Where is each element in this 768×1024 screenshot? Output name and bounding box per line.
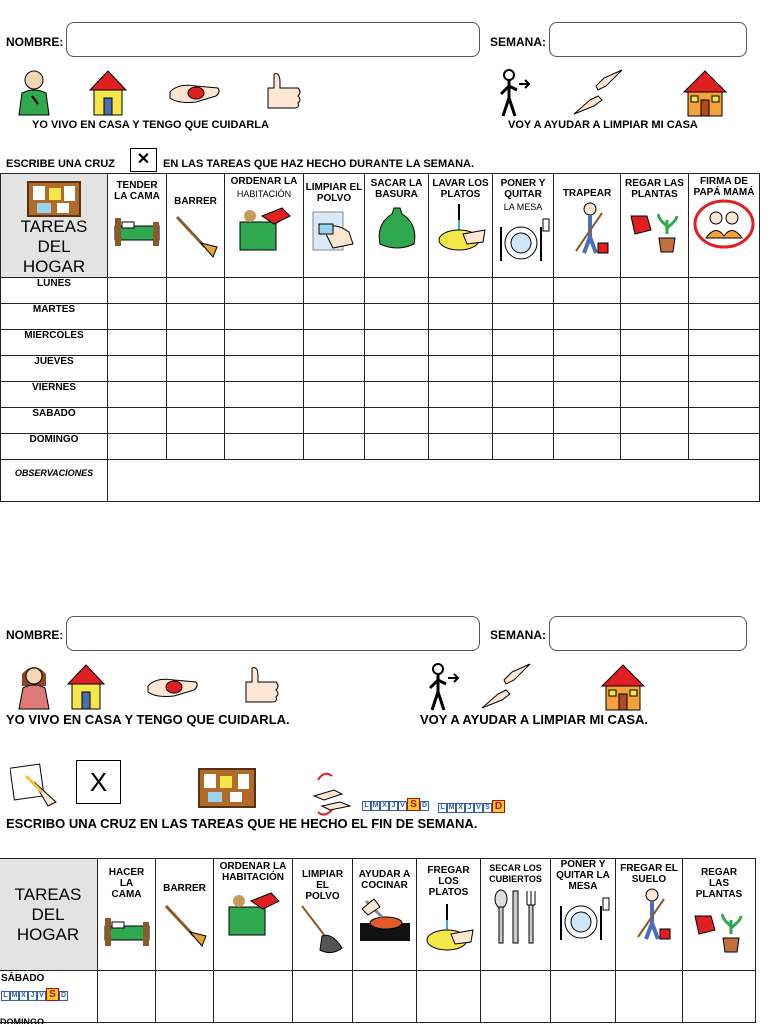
check-cell[interactable] — [225, 434, 304, 460]
check-cell[interactable] — [365, 330, 429, 356]
helping-hands-icon — [570, 66, 626, 118]
check-cell[interactable] — [554, 278, 621, 304]
check-cell[interactable] — [225, 356, 304, 382]
col-regar-plantas: REGAR LAS PLANTAS — [621, 174, 689, 278]
house-yellow-icon — [88, 68, 128, 116]
col-poner-quitar-mesa-2: PONER Y QUITAR LA MESA — [551, 859, 616, 971]
instruction-start: ESCRIBE UNA CRUZ — [6, 158, 115, 170]
helping-hands-icon-2 — [478, 660, 534, 712]
check-cell[interactable] — [167, 382, 225, 408]
check-cell[interactable] — [683, 971, 756, 1023]
hand-heart-icon — [168, 78, 222, 108]
check-cell[interactable] — [293, 971, 353, 1023]
saturday-label: SÁBADO — [1, 973, 45, 984]
check-cell[interactable] — [621, 278, 689, 304]
girl-me-icon — [16, 662, 52, 710]
check-cell[interactable] — [167, 408, 225, 434]
cross-box-example: X — [76, 760, 121, 804]
check-cell[interactable] — [493, 434, 554, 460]
col-firma-padres: FIRMA DE PAPÁ MAMÁ — [689, 174, 760, 278]
cutlery-icon — [491, 887, 541, 947]
thumbs-up-icon-2 — [236, 664, 282, 706]
col-ordenar: ORDENAR LA HABITACIÓN — [225, 174, 304, 278]
intro-right-text-2: VOY A AYUDAR A LIMPIAR MI CASA. — [420, 712, 649, 727]
intro-left-text: YO VIVO EN CASA Y TENGO QUE CUIDARLA — [32, 119, 269, 131]
nombre-field[interactable] — [66, 22, 480, 57]
check-cell[interactable] — [493, 330, 554, 356]
check-cell[interactable] — [365, 304, 429, 330]
toys-box-icon-2 — [223, 887, 283, 937]
table-title-cell-2 — [0, 859, 98, 971]
example-cross-box: ✕ — [130, 148, 157, 172]
check-cell[interactable] — [493, 356, 554, 382]
table-title-line3-2: HOGAR — [16, 924, 80, 944]
walking-person-icon — [495, 68, 531, 118]
check-cell[interactable] — [108, 330, 167, 356]
col-fregar-platos: FREGAR LOS PLATOS — [417, 859, 481, 971]
col-fregar-suelo: FREGAR EL SUELO — [616, 859, 683, 971]
toys-box-icon — [234, 202, 294, 252]
intro-left-text-2: YO VIVO EN CASA Y TENGO QUE CUIDARLA. — [6, 712, 290, 727]
weekday-strip-sunday: L M X J V S D — [438, 796, 505, 814]
watering-plant-icon-2 — [691, 904, 747, 956]
check-cell[interactable] — [689, 304, 760, 330]
semana-label-2: SEMANA: — [490, 628, 546, 642]
check-cell[interactable] — [493, 382, 554, 408]
check-cell[interactable] — [689, 434, 760, 460]
check-cell[interactable] — [108, 278, 167, 304]
check-cell[interactable] — [621, 304, 689, 330]
turning-hands-icon — [310, 768, 360, 816]
check-cell[interactable] — [108, 304, 167, 330]
check-cell[interactable] — [98, 971, 156, 1023]
table-title-cell — [1, 174, 108, 278]
check-cell[interactable] — [417, 971, 481, 1023]
col-regar-plantas-2: REGAR LAS PLANTAS — [683, 859, 756, 971]
check-cell[interactable] — [304, 408, 365, 434]
check-cell[interactable] — [429, 382, 493, 408]
nombre-label-2: NOMBRE: — [6, 628, 64, 642]
check-cell[interactable] — [365, 382, 429, 408]
day-label: VIERNES — [1, 382, 108, 408]
broom-icon — [173, 213, 219, 259]
check-cell[interactable] — [304, 382, 365, 408]
table-setting-icon-2 — [555, 894, 611, 944]
col-sacar-basura: SACAR LA BASURA — [365, 174, 429, 278]
check-cell[interactable] — [167, 356, 225, 382]
check-cell[interactable] — [429, 304, 493, 330]
col-lavar-platos: LAVAR LOS PLATOS — [429, 174, 493, 278]
check-cell[interactable] — [429, 356, 493, 382]
hand-heart-icon-2 — [146, 672, 200, 702]
check-cell[interactable] — [365, 356, 429, 382]
check-cell[interactable] — [689, 356, 760, 382]
col-trapear: TRAPEAR — [554, 174, 621, 278]
col-barrer-2: BARRER — [156, 859, 214, 971]
check-cell[interactable] — [167, 278, 225, 304]
tasks-table-weekend — [0, 858, 756, 1023]
check-cell[interactable] — [304, 434, 365, 460]
sunday-label-partial: DOMINGO — [0, 1018, 44, 1024]
check-cell[interactable] — [689, 382, 760, 408]
check-cell[interactable] — [554, 408, 621, 434]
col-limpiar-polvo-2: LIMPIAR EL POLVO — [293, 859, 353, 971]
broom-icon-2 — [162, 902, 208, 952]
trash-bag-icon — [374, 202, 420, 252]
check-cell[interactable] — [621, 434, 689, 460]
semana-field-2[interactable] — [549, 616, 747, 651]
col-ordenar-2: ORDENAR LA HABITACIÓN — [214, 859, 293, 971]
check-cell[interactable] — [167, 304, 225, 330]
check-cell[interactable] — [225, 278, 304, 304]
washing-plate-icon — [433, 202, 489, 254]
table-title-line2: DEL — [37, 237, 71, 256]
check-cell[interactable] — [554, 356, 621, 382]
instruction-2: ESCRIBO UNA CRUZ EN LAS TAREAS QUE HE HECHO EL FIN DE SEMANA. — [6, 816, 478, 831]
check-cell[interactable] — [304, 356, 365, 382]
check-cell[interactable] — [493, 278, 554, 304]
check-cell[interactable] — [621, 408, 689, 434]
check-cell[interactable] — [554, 330, 621, 356]
check-cell[interactable] — [365, 278, 429, 304]
duster-icon — [298, 902, 348, 958]
check-cell[interactable] — [481, 971, 551, 1023]
washing-plate-icon-2 — [421, 902, 477, 954]
day-label: MARTES — [1, 304, 108, 330]
intro-right-text: VOY A AYUDAR A LIMPIAR MI CASA — [508, 119, 698, 131]
check-cell[interactable] — [689, 330, 760, 356]
check-cell[interactable] — [108, 434, 167, 460]
check-cell[interactable] — [304, 330, 365, 356]
check-cell[interactable] — [225, 304, 304, 330]
semana-field[interactable] — [549, 22, 747, 57]
writing-hand-icon — [10, 762, 64, 810]
check-cell[interactable] — [429, 434, 493, 460]
day-label: SABADO — [1, 408, 108, 434]
check-cell[interactable] — [156, 971, 214, 1023]
watering-plant-icon — [627, 204, 683, 254]
tasks-table-week — [0, 173, 760, 502]
semana-label: SEMANA: — [490, 35, 546, 49]
check-cell[interactable] — [551, 971, 616, 1023]
check-cell[interactable] — [225, 382, 304, 408]
instruction-end: EN LAS TAREAS QUE HAZ HECHO DURANTE LA SEMANA. — [163, 158, 475, 170]
check-cell[interactable] — [108, 356, 167, 382]
weekday-strip-row: L M X J V S D — [1, 988, 97, 1001]
mopping-icon — [562, 199, 612, 257]
check-cell[interactable] — [493, 408, 554, 434]
col-limpiar-polvo: LIMPIAR EL POLVO — [304, 174, 365, 278]
col-hacer-cama: HACER LA CAMA — [98, 859, 156, 971]
check-cell[interactable] — [225, 330, 304, 356]
check-cell[interactable] — [429, 330, 493, 356]
table-title-line1: TAREAS — [20, 217, 88, 236]
observaciones-field[interactable] — [108, 460, 760, 502]
corkboard-icon — [27, 181, 81, 217]
table-title-line3: HOGAR — [22, 257, 86, 276]
nombre-field-2[interactable] — [66, 616, 480, 651]
house-orange-icon — [682, 68, 728, 118]
walking-person-icon-2 — [424, 662, 460, 712]
bed-icon — [112, 210, 162, 252]
observaciones-label: OBSERVACIONES — [1, 460, 108, 502]
check-cell[interactable] — [167, 330, 225, 356]
check-cell[interactable] — [621, 382, 689, 408]
bed-icon-2 — [102, 910, 152, 952]
col-ayudar-cocinar: AYUDAR A COCINAR — [353, 859, 417, 971]
check-cell[interactable] — [429, 278, 493, 304]
table-title-line1-2: TAREAS — [14, 884, 82, 904]
check-cell[interactable] — [689, 278, 760, 304]
parents-icon — [692, 198, 756, 250]
check-cell[interactable] — [493, 304, 554, 330]
check-cell[interactable] — [554, 434, 621, 460]
mopping-icon-2 — [624, 885, 674, 945]
cooking-icon — [356, 895, 414, 943]
table-title-line2-2: DEL — [31, 904, 65, 924]
boy-me-icon — [14, 68, 52, 116]
day-label: JUEVES — [1, 356, 108, 382]
table-setting-icon — [495, 215, 551, 265]
saturday-cell — [0, 971, 98, 1023]
check-cell[interactable] — [365, 408, 429, 434]
check-cell[interactable] — [689, 408, 760, 434]
corkboard-icon-2 — [198, 768, 256, 808]
check-cell[interactable] — [225, 408, 304, 434]
house-orange-icon-2 — [600, 662, 646, 712]
weekday-strip-saturday: L M X J V S D — [362, 794, 429, 812]
col-poner-quitar-mesa: PONER Y QUITAR LA MESA — [493, 174, 554, 278]
col-tender-cama: TENDER LA CAMA — [108, 174, 167, 278]
thumbs-up-icon — [258, 70, 304, 112]
check-cell[interactable] — [108, 382, 167, 408]
check-cell[interactable] — [304, 278, 365, 304]
nombre-label: NOMBRE: — [6, 35, 64, 49]
col-barrer: BARRER — [167, 174, 225, 278]
day-label: LUNES — [1, 278, 108, 304]
day-label: MIERCOLES — [1, 330, 108, 356]
house-yellow-icon-2 — [66, 662, 106, 710]
check-cell[interactable] — [554, 304, 621, 330]
check-cell[interactable] — [616, 971, 683, 1023]
check-cell[interactable] — [621, 356, 689, 382]
day-label: DOMINGO — [1, 434, 108, 460]
check-cell[interactable] — [304, 304, 365, 330]
check-cell[interactable] — [167, 434, 225, 460]
dusting-icon — [309, 208, 359, 254]
check-cell[interactable] — [353, 971, 417, 1023]
check-cell[interactable] — [214, 971, 293, 1023]
check-cell[interactable] — [621, 330, 689, 356]
check-cell[interactable] — [108, 408, 167, 434]
check-cell[interactable] — [429, 408, 493, 434]
col-secar-cubiertos: SECAR LOS CUBIERTOS — [481, 859, 551, 971]
check-cell[interactable] — [554, 382, 621, 408]
check-cell[interactable] — [365, 434, 429, 460]
